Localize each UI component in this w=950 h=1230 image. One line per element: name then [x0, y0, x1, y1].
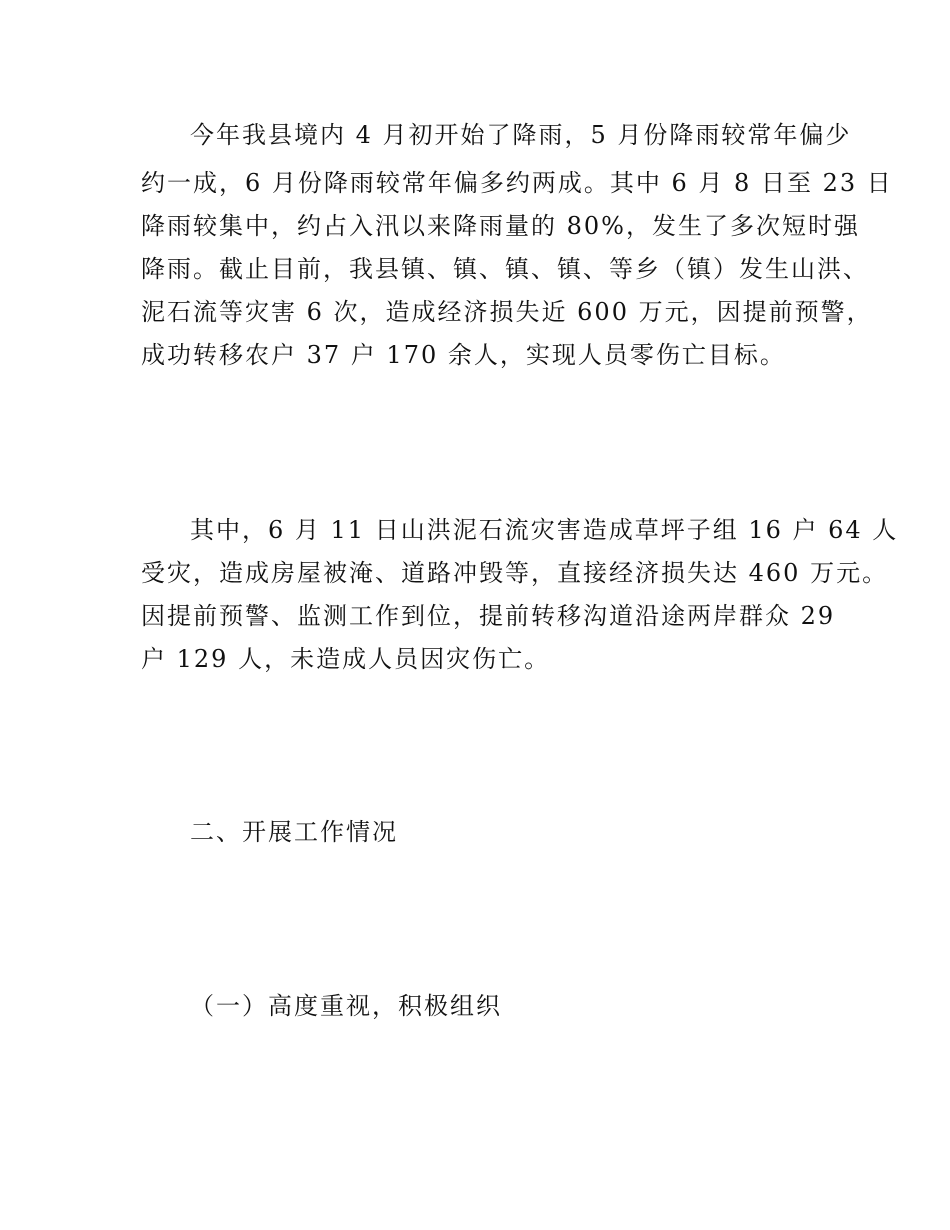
paragraph-line: 户 129 人，未造成人员因灾伤亡。 [141, 645, 551, 673]
paragraph-line: 成功转移农户 37 户 170 余人，实现人员零伤亡目标。 [141, 341, 786, 369]
paragraph-line: 泥石流等灾害 6 次，造成经济损失近 600 万元，因提前预警， [141, 298, 873, 326]
section-heading: 二、开展工作情况 [190, 818, 398, 846]
paragraph-line: 降雨较集中，约占入汛以来降雨量的 80%，发生了多次短时强 [141, 212, 860, 240]
paragraph-line: 因提前预警、监测工作到位，提前转移沟道沿途两岸群众 29 [141, 602, 836, 630]
paragraph-line: 今年我县境内 4 月初开始了降雨，5 月份降雨较常年偏少 [190, 121, 852, 149]
paragraph-line: 其中，6 月 11 日山洪泥石流灾害造成草坪子组 16 户 64 人 [190, 516, 899, 544]
paragraph-line: 约一成，6 月份降雨较常年偏多约两成。其中 6 月 8 日至 23 日 [141, 169, 893, 197]
subsection-heading: （一）高度重视，积极组织 [190, 992, 502, 1020]
paragraph-line: 受灾，造成房屋被淹、道路冲毁等，直接经济损失达 460 万元。 [141, 559, 889, 587]
paragraph-line: 降雨。截止目前，我县镇、镇、镇、镇、等乡（镇）发生山洪、 [141, 255, 869, 283]
